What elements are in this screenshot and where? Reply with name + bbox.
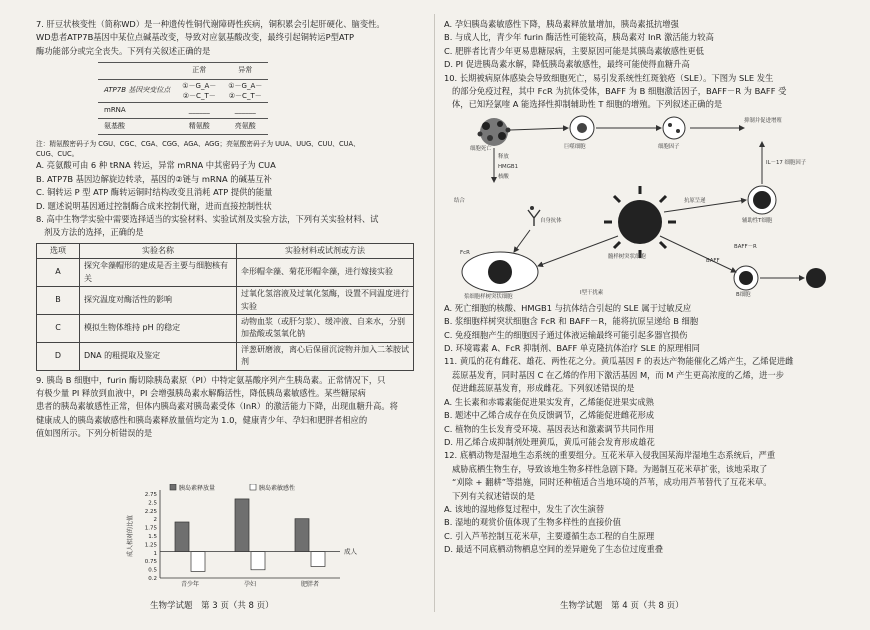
q10-line-2: 的部分免疫过程，其中 FcR 为抗体受体，BAFF 为 B 细胞激活因子，BAFF－R 为 BAFF 受 bbox=[452, 86, 787, 97]
q12-option-d: D. 最适不同底栖动物栖息空间的差异避免了生态位过度重叠 bbox=[444, 544, 664, 555]
q8-row-option: C bbox=[37, 314, 80, 342]
monocyte-icon bbox=[570, 116, 594, 140]
legend-label: 胰岛素释放量 bbox=[179, 485, 216, 492]
q11-option-d: D. 用乙烯合成抑制剂处理黄瓜，黄瓜可能会发育形成雄花 bbox=[444, 436, 655, 447]
bar bbox=[295, 519, 309, 552]
q9-line-2: 有极少量 PI 释放到血液中，PI 会增强胰岛素水解酶活性，降低胰岛素敏感性。某些糖尿病 bbox=[36, 387, 366, 398]
q7-table-aa-normal: 精氨酸 bbox=[176, 119, 222, 135]
q10-line-3: 体，已知羟氯喹 A 能选择性抑制辅助性 T 细胞的增殖。下列叙述正确的是 bbox=[452, 99, 723, 110]
q9-line-3: 患者的胰岛素敏感性正常，但体内胰岛素对胰岛素受体（InR）的激活能力下降，出现血糖升高。将 bbox=[36, 401, 398, 412]
q12-line-3: “刈除 + 翻耕”等措施，同时还种植适合当地环境的芦苇，成功用芦苇替代了互花米草。 bbox=[452, 477, 772, 488]
q7-table-aa-label: 氨基酸 bbox=[98, 119, 176, 135]
helper-t-cell-icon bbox=[748, 186, 776, 214]
label-myeloid-dc: 髓样树突状细胞 bbox=[608, 253, 646, 260]
q12-option-a: A. 该地的湿地修复过程中，发生了次生演替 bbox=[444, 503, 605, 514]
q7-table-header-abnormal: 异常 bbox=[222, 63, 268, 79]
label-release: 释放 bbox=[498, 153, 509, 160]
x-tick-label: 肥胖者 bbox=[300, 581, 320, 588]
q7-stem: 7. 肝豆状核变性（简称WD）是一种遗传性铜代谢障碍性疾病，铜积累会引起肝硬化、脑变性。 bbox=[36, 19, 385, 29]
q9-line-1: 9. 胰岛 B 细胞中，furin 酶切除胰岛素原（PI）中特定氨基酸序列产生胰岛素。正常情况下，只 bbox=[36, 374, 386, 385]
y-tick-label: 1.25 bbox=[144, 542, 157, 549]
activated-b-cell-icon bbox=[806, 268, 826, 288]
label-hmgb1: HMGB1 bbox=[498, 163, 519, 170]
q10-option-c: C. 免疫细胞产生的细胞因子通过体液运输最终可能引起多器官损伤 bbox=[444, 329, 688, 340]
q9-option-b: B. 与成人比，青少年 furin 酶活性可能较高，胰岛素对 InR 激活能力较高 bbox=[444, 32, 714, 43]
insulin-bar-chart bbox=[120, 484, 420, 588]
label-nucleic-acid: 核酸 bbox=[498, 173, 509, 180]
autoantibody-icon bbox=[528, 206, 540, 226]
label-fcr: FcR bbox=[460, 249, 470, 256]
q8-row-option: B bbox=[37, 287, 80, 315]
q7-gene-table bbox=[98, 62, 268, 135]
bar bbox=[235, 499, 249, 552]
label-suppress: 抑制并促进增殖 bbox=[744, 117, 782, 124]
q7-table-normal-seq: ①－G_A－ ②－C_T－ bbox=[176, 79, 222, 102]
baseline-label: 成人 bbox=[344, 547, 357, 556]
label-b-cell: B细胞 bbox=[736, 291, 751, 298]
q10-option-d: D. 环境霉素 A、FcR 抑制剂、BAFF 单克隆抗体治疗 SLE 的原理相同 bbox=[444, 343, 700, 354]
q7-stem-3: 酶功能部分或完全丧失。下列有关叙述正确的是 bbox=[36, 45, 211, 56]
q8-row-method: 动物血浆（或肝匀浆）、缓冲液、自来水，分别加盐酸或氢氧化钠 bbox=[237, 314, 414, 342]
myeloid-dc-icon bbox=[604, 186, 676, 258]
q9-option-a: A. 孕妇胰岛素敏感性下降，胰岛素释放量增加，胰岛素抵抗增强 bbox=[444, 19, 679, 29]
legend-swatch bbox=[250, 484, 256, 490]
q8-stem-2: 剂及方法的选择，正确的是 bbox=[44, 227, 144, 238]
q11-option-a: A. 生长素和赤霉素能促进果实发育，乙烯能促进果实成熟 bbox=[444, 396, 654, 407]
label-antigen-presentation: 抗原呈递 bbox=[684, 197, 706, 204]
q8-row-name: 探究伞藻帽形的建成是否主要与细胞核有关 bbox=[80, 259, 237, 287]
q12-option-c: C. 引入芦苇控制互花米草，主要遵循生态工程的自生原理 bbox=[444, 530, 655, 541]
q11-line-1: 11. 黄瓜的花有雌花、雄花、两性花之分。黄瓜基因 F 的表达产物能催化乙烯产生，乙烯促进雌 bbox=[444, 356, 794, 367]
q11-option-b: B. 题述中乙烯合成存在负反馈调节，乙烯能促进雌花形成 bbox=[444, 410, 655, 421]
sle-immune-diagram bbox=[444, 112, 846, 302]
q11-line-2: 蕊原基发育，同时基因 C 在乙烯的作用下激活基因 M，而 M 产生更高浓度的乙烯，进一步 bbox=[452, 369, 784, 380]
q7-table-aa-abnormal: 亮氨酸 bbox=[222, 119, 268, 135]
q8-row-b bbox=[37, 287, 414, 315]
y-tick-label: 1 bbox=[153, 550, 157, 557]
q8-row-a bbox=[37, 259, 414, 287]
x-tick-label: 孕妇 bbox=[243, 581, 257, 588]
y-tick-label: 2.25 bbox=[144, 508, 157, 515]
q10-option-b: B. 浆细胞样树突状细胞含 FcR 和 BAFF－R，能将抗原呈递给 B 细胞 bbox=[444, 316, 699, 327]
q8-row-method: 过氧化氢溶液及过氧化氢酶，设置不同温度进行实验 bbox=[237, 287, 414, 315]
q10-line-1: 10. 长期被病原体感染会导致细胞死亡，易引发系统性红斑狼疮（SLE）。下图为 SLE 发生 bbox=[444, 72, 774, 83]
y-tick-label: 2.5 bbox=[148, 500, 157, 507]
label-macrophage: 巨噬细胞 bbox=[564, 143, 586, 150]
q7-option-b: B. ATP7B 基因边解旋边转录，基因的②链与 mRNA 的碱基互补 bbox=[36, 173, 272, 184]
q8-row-option: D bbox=[37, 342, 80, 370]
q7-note: 注：精氨酸密码子为 CGU、CGC、CGA、CGG、AGA、AGG；亮氨酸密码子为 UUA、UUG、CUU、CUA、 bbox=[36, 140, 360, 149]
q9-option-d: D. PI 促进胰岛素水解，降低胰岛素敏感性，最终可能使得血糖升高 bbox=[444, 59, 690, 70]
label-il17: IL－17 细胞因子 bbox=[766, 159, 807, 166]
y-tick-label: 0.75 bbox=[144, 559, 157, 566]
bar bbox=[251, 552, 265, 570]
b-cell-icon bbox=[734, 266, 758, 290]
label-ifn: I型干扰素 bbox=[580, 289, 604, 296]
q7-option-a: A. 亮氨酸可由 6 种 tRNA 转运，异常 mRNA 中其密码子为 CUA bbox=[36, 160, 276, 171]
q11-line-3: 促进雌蕊原基发育，形成雌花。下列叙述错误的是 bbox=[452, 383, 635, 394]
q12-line-4: 下列有关叙述错误的是 bbox=[452, 490, 535, 501]
label-dead: 细胞死亡 bbox=[470, 145, 492, 152]
bar bbox=[191, 552, 205, 572]
label-autoantibody: 自身抗体 bbox=[540, 217, 562, 224]
q8-stem: 8. 高中生物学实验中需要选择适当的实验材料、实验试剂及实验方法，下列有关实验材料、试 bbox=[36, 214, 379, 225]
q12-option-b: B. 湿地的观赏价值体现了生物多样性的直接价值 bbox=[444, 517, 621, 528]
q7-table-mrna-abnormal: ______ bbox=[222, 102, 268, 118]
q8-experiment-table bbox=[36, 243, 414, 371]
q7-option-d: D. 题述说明基因通过控制酶合成来控制代谢，进而直接控制性状 bbox=[36, 200, 272, 211]
q11-option-c: C. 植物的生长发育受环境、基因表达和激素调节共同作用 bbox=[444, 423, 655, 434]
q8-row-name: 模拟生物体维持 pH 的稳定 bbox=[80, 314, 237, 342]
y-tick-label: 1.5 bbox=[148, 534, 157, 540]
cytokine-icon bbox=[663, 117, 685, 139]
q8-header-name: 实验名称 bbox=[80, 243, 237, 258]
page-divider bbox=[434, 14, 435, 612]
q7-table-abnormal-seq: ①－G_A－ ②－C_T－ bbox=[222, 79, 268, 102]
label-combine: 结合 bbox=[454, 197, 465, 204]
label-baff-r: BAFF－R bbox=[734, 243, 757, 250]
label-baff: BAFF bbox=[706, 257, 720, 264]
y-tick-label: 2.75 bbox=[144, 492, 157, 498]
q8-header-option: 选项 bbox=[37, 243, 80, 258]
legend-label: 胰岛素敏感性 bbox=[259, 485, 296, 492]
y-tick-label: 2 bbox=[153, 517, 157, 524]
q8-row-method: 伞形帽伞藻、菊花形帽伞藻，进行嫁接实验 bbox=[237, 259, 414, 287]
q7-table-header-normal: 正常 bbox=[176, 63, 222, 79]
bar bbox=[311, 552, 325, 567]
y-axis-title: 成人相对的比值 bbox=[127, 514, 134, 558]
q10-option-a: A. 死亡细胞的核酸、HMGB1 与抗体结合引起的 SLE 属于过敏反应 bbox=[444, 302, 692, 313]
q8-header-method: 实验材料或试剂或方法 bbox=[237, 243, 414, 258]
q8-row-option: A bbox=[37, 259, 80, 287]
q8-row-c bbox=[37, 314, 414, 342]
y-tick-label: 1.75 bbox=[144, 525, 157, 532]
x-tick-label: 青少年 bbox=[180, 581, 200, 588]
q7-option-c: C. 铜转运 P 型 ATP 酶转运铜时结构改变且消耗 ATP 提供的能量 bbox=[36, 187, 273, 198]
q9-option-c: C. 肥胖者比青少年更易患糖尿病，主要原因可能是其胰岛素敏感性更低 bbox=[444, 45, 704, 56]
label-cytokine: 细胞因子 bbox=[658, 143, 680, 150]
left-footer: 生物学试题 第 3 页（共 8 页） bbox=[150, 601, 274, 611]
label-pdc: 浆细胞样树突状细胞 bbox=[464, 293, 513, 300]
q12-line-1: 12. 底栖动物是湿地生态系统的重要组分。互花米草入侵我国某海岸湿地生态系统后，严重 bbox=[444, 450, 776, 461]
right-footer: 生物学试题 第 4 页（共 8 页） bbox=[560, 601, 684, 611]
right-page bbox=[444, 18, 846, 557]
q7-table-mrna-label: mRNA bbox=[98, 102, 176, 118]
q8-row-name: DNA 的粗提取及鉴定 bbox=[80, 342, 237, 370]
sle-diagram-graphic bbox=[444, 112, 846, 302]
legend-swatch bbox=[170, 484, 176, 490]
q9-line-5: 值如图所示。下列分析错误的是 bbox=[36, 428, 153, 439]
q8-row-method: 洋葱研磨液，离心后保留沉淀物并加入二苯胺试剂 bbox=[237, 342, 414, 370]
q7-note-2: CUG、CUC。 bbox=[36, 150, 79, 159]
dead-cell-icon bbox=[478, 118, 511, 146]
q8-row-d bbox=[37, 342, 414, 370]
q7-table-header-empty bbox=[98, 63, 176, 79]
q8-row-name: 探究温度对酶活性的影响 bbox=[80, 287, 237, 315]
q7-table-row-label: ATP7B 基因突变位点 bbox=[98, 79, 176, 102]
q7-stem-2: WD患者ATP7B基因中某位点碱基改变，导致对应氨基酸改变，最终引起铜转运P型ATP bbox=[36, 32, 354, 43]
y-tick-label: 0.5 bbox=[148, 567, 157, 574]
left-page bbox=[36, 18, 424, 441]
q9-line-4: 健康成人的胰岛素敏感性和胰岛素释放量值均定为 1.0，健康青少年、孕妇和肥胖者相应的 bbox=[36, 414, 368, 425]
q7-table-mrna-normal: ______ bbox=[176, 102, 222, 118]
label-helper-t: 辅助性T细胞 bbox=[742, 217, 773, 224]
y-tick-label: 0.2 bbox=[148, 576, 157, 582]
q12-line-2: 威胁底栖生物生存，导致该地生物多样性急剧下降。为遏制互花米草扩张，该地采取了 bbox=[452, 463, 768, 474]
bar bbox=[175, 522, 189, 552]
